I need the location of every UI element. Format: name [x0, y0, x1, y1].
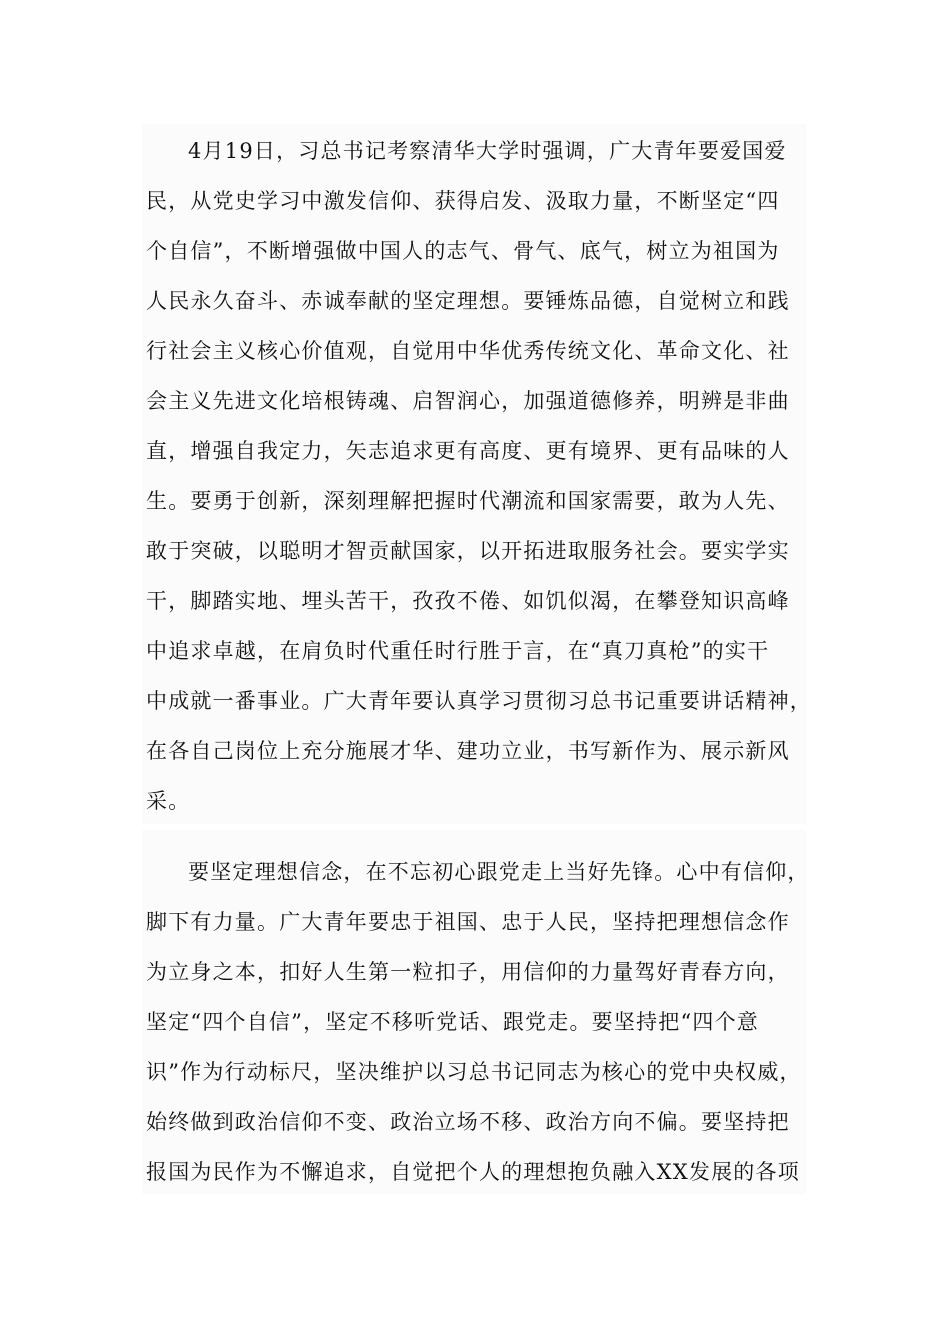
paragraph-line: 始终做到政治信仰不变、政治立场不移、政治方向不偏。要坚持把 [146, 1110, 790, 1134]
paragraph-line: 行社会主义核心价值观，自觉用中华优秀传统文化、革命文化、社 [146, 339, 790, 363]
paragraph-2 [142, 830, 810, 1194]
paragraph-line: 生。要勇于创新，深刻理解把握时代潮流和国家需要，敢为人先、 [146, 489, 790, 513]
paragraph-line: 中追求卓越，在肩负时代重任时行胜于言，在“真刀真枪”的实干 [146, 639, 770, 663]
paragraph-line: 个自信”，不断增强做中国人的志气、骨气、底气，树立为祖国为 [146, 239, 780, 263]
paragraph-line: 4月19日，习总书记考察清华大学时强调，广大青年要爱国爱 [188, 139, 787, 163]
paragraph-line: 人民永久奋斗、赤诚奉献的坚定理想。要锤炼品德，自觉树立和践 [146, 289, 790, 313]
paragraph-line: 为立身之本，扣好人生第一粒扣子，用信仰的力量驾好青春方向， [146, 960, 790, 984]
paragraph-line: 敢于突破，以聪明才智贡献国家，以开拓进取服务社会。要实学实 [146, 539, 790, 563]
paragraph-line: 采。 [146, 789, 191, 813]
paragraph-line: 直，增强自我定力，矢志追求更有高度、更有境界、更有品味的人 [146, 439, 790, 463]
paragraph-line: 脚下有力量。广大青年要忠于祖国、忠于人民，坚持把理想信念作 [146, 910, 790, 934]
paragraph-line: 报国为民作为不懈追求，自觉把个人的理想抱负融入XX发展的各项 [146, 1160, 800, 1184]
paragraph-line: 要坚定理想信念，在不忘初心跟党走上当好先锋。心中有信仰， [188, 860, 810, 884]
paragraph-line: 识”作为行动标尺，坚决维护以习总书记同志为核心的党中央权威， [146, 1060, 802, 1084]
paragraph-line: 民，从党史学习中激发信仰、获得启发、汲取力量，不断坚定“四 [146, 189, 780, 213]
paragraph-1 [142, 124, 812, 824]
paragraph-line: 坚定“四个自信”，坚定不移听党话、跟党走。要坚持把“四个意 [146, 1010, 760, 1034]
paragraph-line: 中成就一番事业。广大青年要认真学习贯彻习总书记重要讲话精神， [146, 689, 812, 713]
paragraph-line: 干，脚踏实地、埋头苦干，孜孜不倦、如饥似渴，在攀登知识高峰 [146, 589, 790, 613]
paragraph-line: 在各自己岗位上充分施展才华、建功立业，书写新作为、展示新风 [146, 739, 790, 763]
paragraph-line: 会主义先进文化培根铸魂、启智润心，加强道德修养，明辨是非曲 [146, 389, 790, 413]
